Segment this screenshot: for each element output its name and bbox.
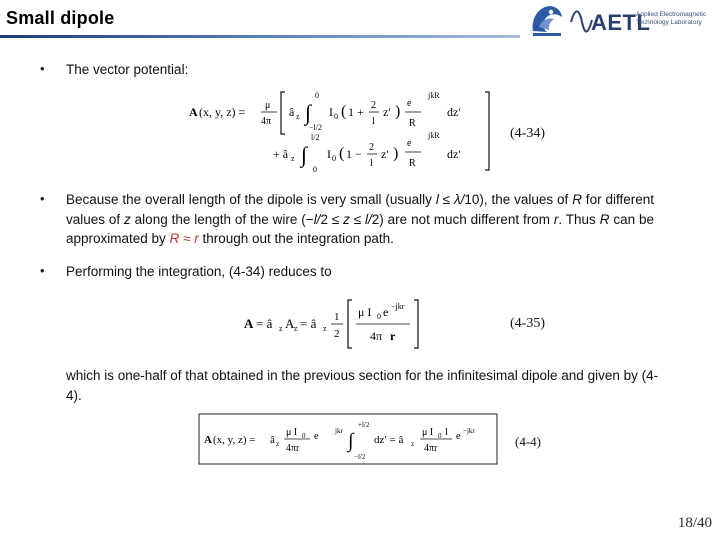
svg-text:z: z <box>276 440 280 448</box>
svg-text:e: e <box>407 138 412 149</box>
svg-text:(x, y, z) =: (x, y, z) = <box>199 105 246 119</box>
svg-text:l: l <box>445 427 448 438</box>
bullet-small-length-explanation: Because the overall length of the dipole is very small (usually l ≤ λ/10), the values of R for different values of z along the length of the wire (−l/2 ≤ z ≤ l/2) are not much different from r. Thus R can be approximated by R ≈ r through out the integration path. <box>66 192 654 246</box>
svg-text:4πr: 4πr <box>424 443 438 454</box>
svg-text:(: ( <box>339 145 345 162</box>
svg-text:0: 0 <box>438 432 442 440</box>
equation-number-4-34: (4-34) <box>510 126 545 141</box>
svg-text:2: 2 <box>369 142 374 153</box>
bullet-performing-integration: Performing the integration, (4-34) reduces to <box>66 264 332 279</box>
bullet-marker: • <box>40 191 45 206</box>
bullet-marker: • <box>40 61 45 76</box>
svg-text:e: e <box>407 98 412 109</box>
svg-text:0: 0 <box>334 112 338 121</box>
svg-text:I: I <box>327 147 331 161</box>
svg-text:I: I <box>329 105 333 119</box>
logo-subtitle-line1: Applied Electromagnetic <box>636 11 707 18</box>
svg-text:(x, y, z) =: (x, y, z) = <box>213 434 256 446</box>
svg-text:+l/2: +l/2 <box>358 421 370 429</box>
svg-text:0: 0 <box>332 154 336 163</box>
slide-title: Small dipole <box>6 8 115 28</box>
svg-text:A: A <box>189 105 198 119</box>
svg-text:jkR: jkR <box>428 91 440 100</box>
svg-text:â: â <box>270 434 275 446</box>
svg-text:μ I: μ I <box>286 427 298 438</box>
svg-text:dz′: dz′ <box>447 147 461 161</box>
svg-text:jkR: jkR <box>428 131 440 140</box>
logo-subtitle-line2: Technology Laboratory <box>636 19 702 26</box>
equation-4-35 <box>242 296 462 352</box>
svg-text:0: 0 <box>377 312 381 321</box>
svg-text:e: e <box>456 431 461 442</box>
one-half-explanation: which is one-half of that obtained in the previous section for the infinitesimal dipole and given by (4-4). <box>66 368 659 403</box>
svg-text:4π: 4π <box>261 116 272 127</box>
svg-text:μ: μ <box>265 100 271 111</box>
svg-text:0: 0 <box>302 432 306 440</box>
svg-text:2: 2 <box>334 328 340 340</box>
bullet-marker: • <box>40 263 45 278</box>
svg-text:z: z <box>291 154 295 163</box>
svg-text:jkr: jkr <box>335 427 343 435</box>
svg-text:−l/2: −l/2 <box>354 453 366 461</box>
equation-4-34 <box>185 86 505 172</box>
svg-text:l: l <box>372 116 375 127</box>
logo-subtitle <box>636 11 720 27</box>
svg-text:∫: ∫ <box>348 430 354 452</box>
svg-text:l: l <box>370 158 373 169</box>
svg-text:dz′: dz′ <box>447 105 461 119</box>
svg-text:A: A <box>244 316 254 331</box>
svg-text:∫: ∫ <box>305 100 312 125</box>
svg-text:4π: 4π <box>370 329 383 343</box>
svg-text:4πr: 4πr <box>286 443 300 454</box>
svg-text:μ I: μ I <box>422 427 434 438</box>
svg-text:−jkr: −jkr <box>391 302 405 311</box>
equation-number-4-4: (4-4) <box>515 434 541 449</box>
equation-4-4 <box>198 413 498 465</box>
svg-text:A: A <box>204 434 212 446</box>
svg-text:1 −: 1 − <box>346 147 362 161</box>
svg-text:= â: = â <box>256 316 273 331</box>
equation-number-4-35: (4-35) <box>510 316 545 331</box>
bullet-vector-potential: The vector potential: <box>66 62 189 77</box>
header-rule <box>0 35 520 38</box>
svg-text:l/2: l/2 <box>311 133 320 142</box>
svg-text:= â: = â <box>300 316 317 331</box>
approximation-highlight: R ≈ r <box>169 231 199 246</box>
svg-text:z: z <box>323 324 327 333</box>
svg-text:−jkr: −jkr <box>463 427 475 435</box>
university-emblem-icon <box>527 1 567 39</box>
svg-text:â: â <box>289 105 295 119</box>
svg-text:A: A <box>285 316 295 331</box>
svg-text:0: 0 <box>315 91 319 100</box>
svg-text:z′: z′ <box>381 147 389 161</box>
svg-text:μ I: μ I <box>358 305 372 319</box>
svg-text:1: 1 <box>334 311 340 323</box>
svg-text:z: z <box>279 324 283 333</box>
svg-text:): ) <box>395 103 401 120</box>
svg-text:e: e <box>314 431 319 442</box>
page-number: 18/40 <box>677 515 712 531</box>
svg-text:∫: ∫ <box>301 142 308 167</box>
svg-text:−l/2: −l/2 <box>309 123 322 132</box>
svg-text:(: ( <box>341 103 347 120</box>
svg-text:R: R <box>409 118 416 129</box>
svg-text:0: 0 <box>313 165 317 172</box>
svg-text:+ â: + â <box>273 147 289 161</box>
svg-text:z: z <box>294 324 298 333</box>
svg-text:z: z <box>296 112 300 121</box>
svg-text:z: z <box>411 440 415 448</box>
svg-text:z′: z′ <box>383 105 391 119</box>
svg-text:2: 2 <box>371 100 376 111</box>
svg-text:e: e <box>383 305 389 319</box>
svg-text:R: R <box>409 158 416 169</box>
aetl-logo <box>522 0 720 42</box>
svg-text:dz′ = â: dz′ = â <box>374 434 404 446</box>
svg-text:): ) <box>393 145 399 162</box>
svg-text:r: r <box>390 329 396 343</box>
logo-brand: AETL <box>591 10 651 35</box>
svg-text:1 +: 1 + <box>348 105 364 119</box>
